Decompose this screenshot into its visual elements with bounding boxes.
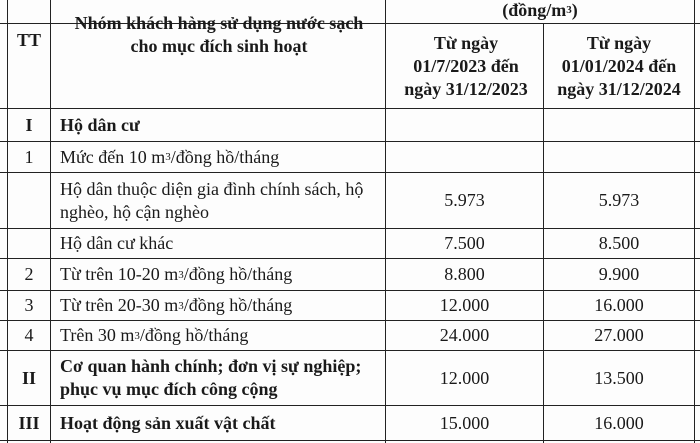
row-tt: 4 <box>24 325 34 345</box>
row-tt: I <box>25 114 33 135</box>
row-desc: Hộ dân cư <box>60 114 140 135</box>
row-value-2023: 15.000 <box>439 412 490 433</box>
header-tt: TT <box>16 29 41 50</box>
rule <box>50 0 51 443</box>
row-desc: Hộ dân cư khác <box>60 233 174 253</box>
row-desc: Mức đến 10 m 3 /đồng hồ/tháng <box>60 146 280 167</box>
row-value-2024: 27.000 <box>594 325 644 345</box>
row-desc: Từ trên 20-30 m 3 /đồng hồ/tháng <box>60 295 293 315</box>
row-value-2023: 12.000 <box>439 295 490 315</box>
rule <box>0 440 700 441</box>
row-value-2023: 5.973 <box>444 190 485 210</box>
row-value-2024: 13.500 <box>594 367 644 388</box>
rule <box>694 0 695 443</box>
header-period-2: Từ ngày 01/01/2024 đến ngày 31/12/2024 <box>557 32 681 99</box>
row-desc: Trên 30 m 3 /đồng hồ/tháng <box>60 325 249 345</box>
row-tt: 3 <box>24 295 34 315</box>
header-unit: (đồng/m 3 ) <box>502 0 578 20</box>
row-value-2023: 7.500 <box>444 233 485 253</box>
row-tt: II <box>21 367 36 388</box>
header-period-1: Từ ngày 01/7/2023 đến ngày 31/12/2023 <box>404 32 528 99</box>
row-value-2023: 8.800 <box>444 264 485 284</box>
row-value-2024: 16.000 <box>594 295 644 315</box>
row-desc: Từ trên 10-20 m 3 /đồng hồ/tháng <box>60 264 293 284</box>
row-value-2024: 16.000 <box>594 412 644 433</box>
row-value-2024: 5.973 <box>598 190 640 210</box>
row-tt: 2 <box>24 264 34 284</box>
row-value-2023: 24.000 <box>439 325 490 345</box>
row-tt: III <box>18 412 40 433</box>
row-desc: Hộ dân thuộc diện gia đình chính sách, hộ nghèo, hộ cận nghèo <box>60 178 364 222</box>
row-value-2024: 9.900 <box>598 264 640 284</box>
header-group-title: Nhóm khách hàng sử dụng nước sạch cho mục đích sinh hoạt <box>74 13 364 56</box>
row-desc: Cơ quan hành chính; đơn vị sự nghiệp; phục vụ mục đích công cộng <box>60 356 362 399</box>
row-tt: 1 <box>24 146 34 167</box>
row-value-2024: 8.500 <box>598 233 640 253</box>
row-value-2023: 12.000 <box>439 367 490 388</box>
row-desc: Hoạt động sản xuất vật chất <box>60 412 276 433</box>
